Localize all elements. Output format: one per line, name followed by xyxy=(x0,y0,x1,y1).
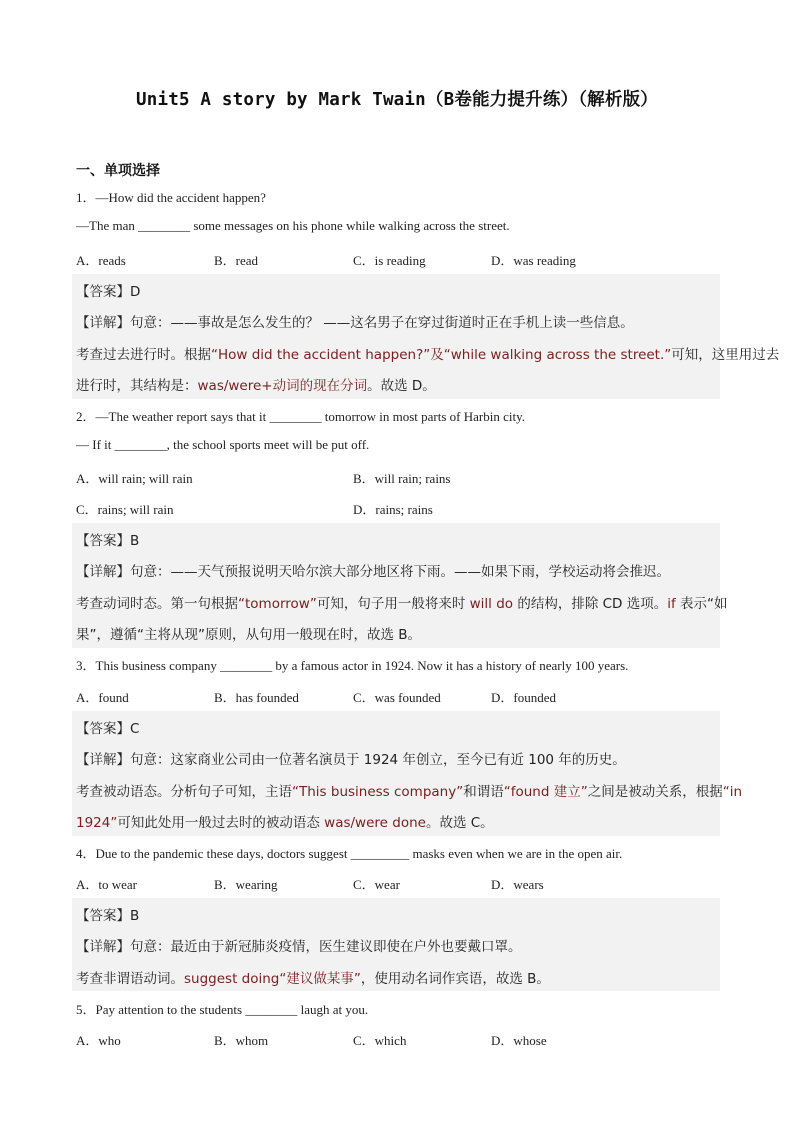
question-2-option-b: B．will rain; rains xyxy=(353,471,451,486)
answer-label-2: 【答案】B xyxy=(76,533,140,549)
analysis-2-line-1: 考查动词时态。第一句根据“tomorrow”可知，句子用一般将来时 will do 的结构，排除 CD 选项。if 表示“如 xyxy=(76,596,728,612)
document-title: Unit5 A story by Mark Twain（B卷能力提升练）（解析版） xyxy=(136,90,658,110)
detail-4: 【详解】句意：最近由于新冠肺炎疫情，医生建议即使在户外也要戴口罩。 xyxy=(76,939,522,955)
question-1-option-b: B．read xyxy=(214,253,259,268)
question-4-option-b: B．wearing xyxy=(214,877,278,892)
question-1-stem: 1．—How did the accident happen? xyxy=(76,190,266,205)
question-3-option-a: A．found xyxy=(76,690,129,705)
question-3-stem: 3．This business company ________ by a famous actor in 1924. Now it has a history of nearly 100 years. xyxy=(76,658,629,673)
answer-label-1: 【答案】D xyxy=(76,284,141,300)
analysis-4-line-1: 考查非谓语动词。suggest doing“建议做某事”，使用动名词作宾语，故选 B。 xyxy=(76,971,550,987)
question-4-option-c: C．wear xyxy=(353,877,400,892)
question-2-option-a: A．will rain; will rain xyxy=(76,471,193,486)
question-2-line: — If it ________, the school sports meet will be put off. xyxy=(76,437,370,452)
question-2-stem: 2．—The weather report says that it ________ tomorrow in most parts of Harbin city. xyxy=(76,409,526,424)
question-3-option-d: D．founded xyxy=(491,690,556,705)
answer-block-4 xyxy=(72,898,720,991)
analysis-2-line-2: 果”，遵循“主将从现”原则，从句用一般现在时，故选 B。 xyxy=(76,627,422,643)
question-5-stem: 5．Pay attention to the students ________ laugh at you. xyxy=(76,1002,369,1017)
answer-label-4: 【答案】B xyxy=(76,908,140,924)
analysis-1-line-2: 进行时，其结构是：was/were+动词的现在分词。故选 D。 xyxy=(76,378,436,394)
question-1-line: —The man ________ some messages on his phone while walking across the street. xyxy=(76,218,510,233)
analysis-3-line-1: 考查被动语态。分析句子可知，主语“This business company”和谓语“found 建立”之间是被动关系，根据“in xyxy=(76,784,743,800)
question-5-option-c: C．which xyxy=(353,1033,407,1048)
question-4-option-a: A．to wear xyxy=(76,877,138,892)
question-4-stem: 4．Due to the pandemic these days, doctors suggest _________ masks even when we are in the open air. xyxy=(76,846,623,861)
question-1-option-a: A．reads xyxy=(76,253,126,268)
detail-3: 【详解】句意：这家商业公司由一位著名演员于 1924 年创立，至今已有近 100 年的历史。 xyxy=(76,752,626,768)
answer-block-3 xyxy=(72,711,743,836)
detail-2: 【详解】句意：——天气预报说明天哈尔滨大部分地区将下雨。——如果下雨，学校运动将会推迟。 xyxy=(76,564,670,580)
question-3-option-c: C．was founded xyxy=(353,690,441,705)
answer-block-1 xyxy=(72,274,780,399)
question-1-option-d: D．was reading xyxy=(491,253,576,268)
question-5-option-b: B．whom xyxy=(214,1033,269,1048)
section-heading: 一、单项选择 xyxy=(76,163,160,179)
question-4-option-d: D．wears xyxy=(491,877,544,892)
analysis-3-line-2: 1924”可知此处用一般过去时的被动语态 was/were done。故选 C。 xyxy=(76,815,494,831)
question-5-option-d: D．whose xyxy=(491,1033,547,1048)
detail-1: 【详解】句意：——事故是怎么发生的？ ——这名男子在穿过街道时正在手机上读一些信息。 xyxy=(76,315,634,331)
answer-label-3: 【答案】C xyxy=(76,721,140,737)
question-1-option-c: C．is reading xyxy=(353,253,426,268)
question-5-option-a: A．who xyxy=(76,1033,121,1048)
analysis-1-line-1: 考查过去进行时。根据“How did the accident happen?”及“while walking across the street.”可知，这里用过去 xyxy=(76,347,780,363)
question-2-option-c: C．rains; will rain xyxy=(76,502,174,517)
answer-block-2 xyxy=(72,523,728,648)
question-2-option-d: D．rains; rains xyxy=(353,502,433,517)
question-3-option-b: B．has founded xyxy=(214,690,299,705)
